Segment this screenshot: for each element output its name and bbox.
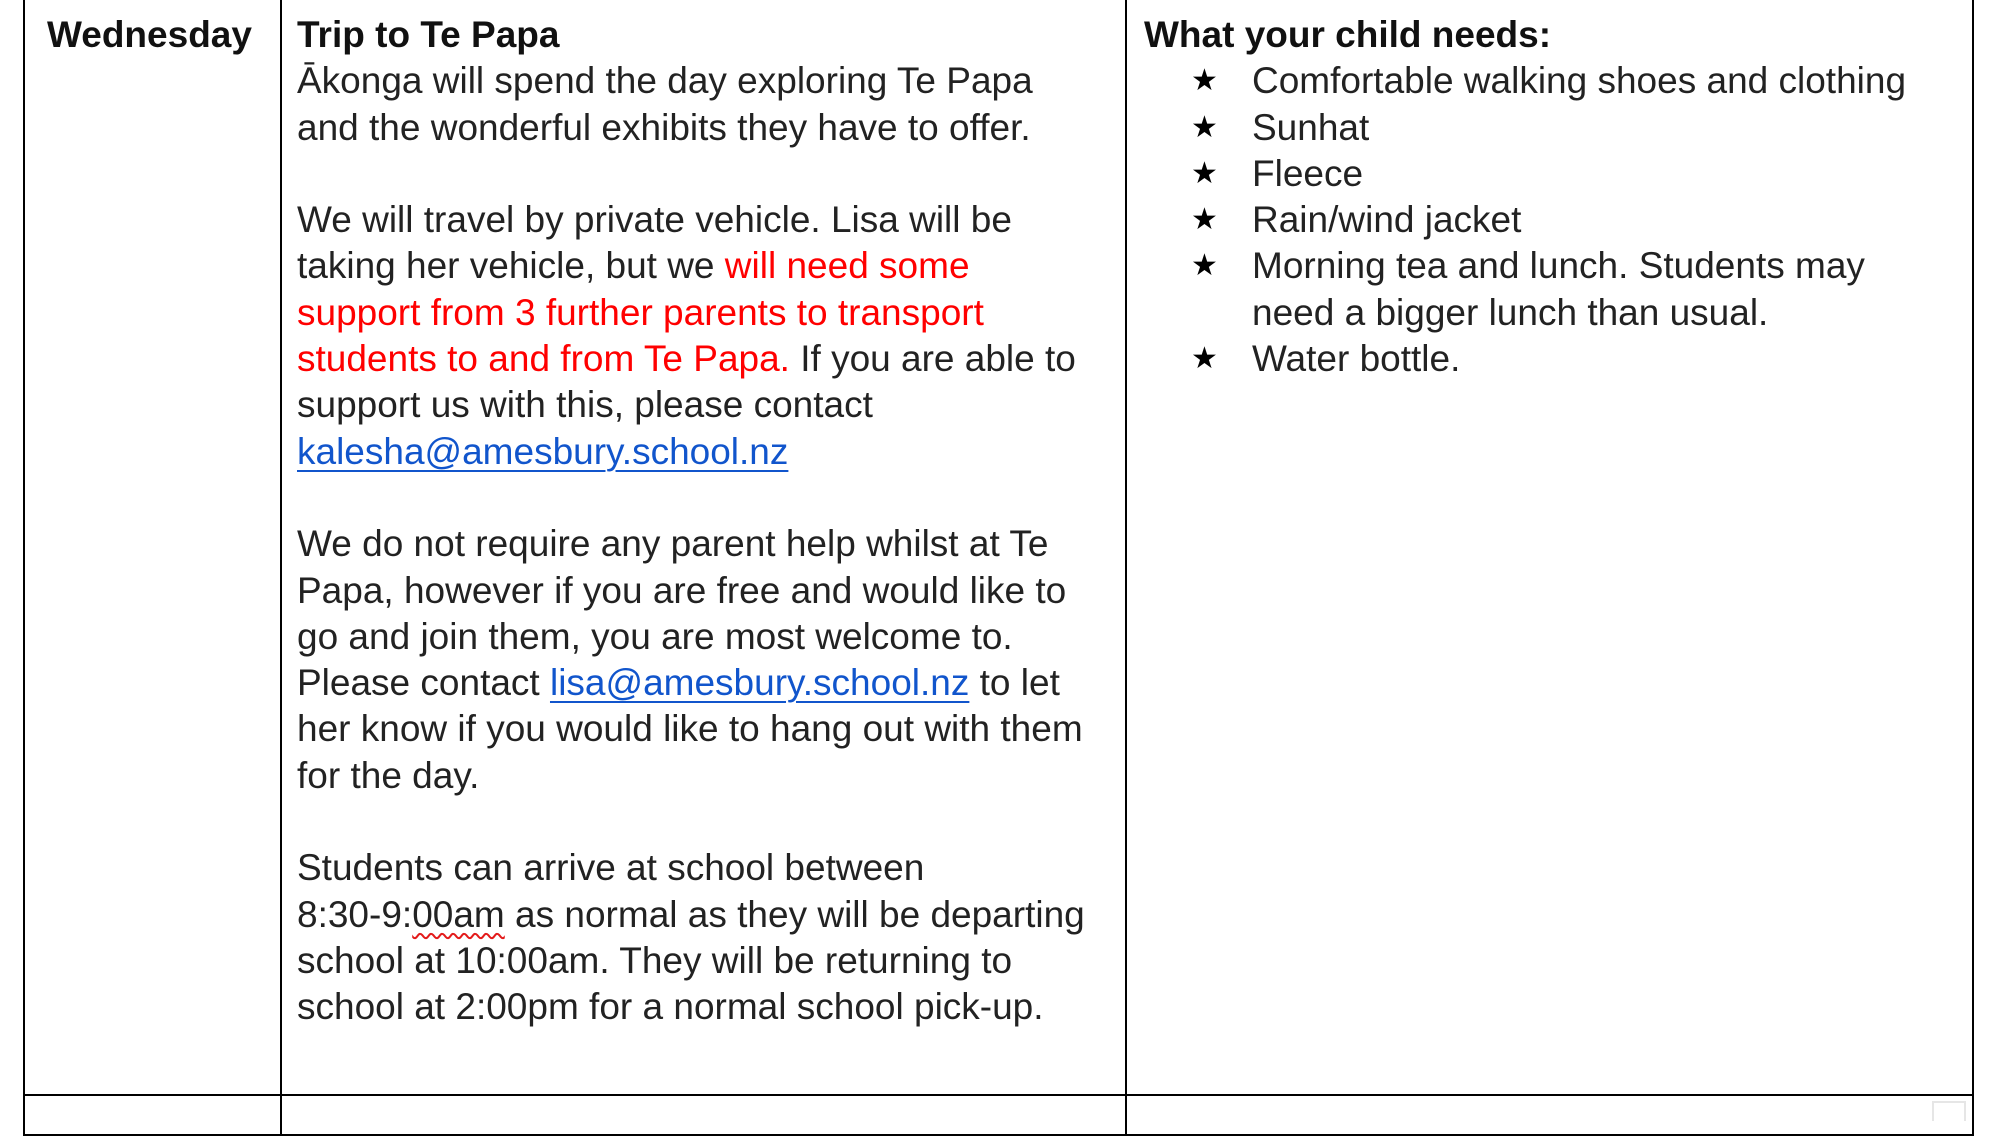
transport-paragraph <box>297 197 1125 475</box>
needs-item-text: Water bottle. <box>1252 338 1461 380</box>
blank-line <box>297 151 1125 197</box>
needs-item-text: Morning tea and lunch. Students may <box>1252 245 1865 287</box>
table-resize-handle[interactable] <box>1932 1101 1966 1121</box>
intro-line: and the wonderful exhibits they have to offer. <box>297 106 1031 148</box>
text-run: to let <box>969 662 1060 704</box>
needs-list-item <box>1144 151 1972 197</box>
activity-detail-cell[interactable] <box>281 0 1126 1095</box>
star-bullet-icon: ★ <box>1191 64 1218 98</box>
spellcheck-flagged-word[interactable]: 00am <box>412 893 505 935</box>
day-cell[interactable] <box>24 0 281 1095</box>
intro-line: Ākonga will spend the day exploring Te Papa <box>297 60 1033 102</box>
text-line: We do not require any parent help whilst at Te <box>297 523 1049 565</box>
text-line: for the day. <box>297 754 480 796</box>
day-label: Wednesday <box>47 14 252 55</box>
star-bullet-icon: ★ <box>1191 342 1218 376</box>
text-line <box>297 892 1125 938</box>
needs-list-item <box>1144 105 1972 151</box>
star-bullet-icon: ★ <box>1191 110 1218 144</box>
blank-line <box>297 799 1125 845</box>
child-needs-cell[interactable] <box>1126 0 1973 1095</box>
needs-heading: What your child needs: <box>1144 14 1552 55</box>
needs-list <box>1144 58 1972 382</box>
needs-item-text: Sunhat <box>1252 106 1370 148</box>
schedule-table <box>23 0 1974 1136</box>
highlighted-request-text: support from 3 further parents to transport <box>297 291 984 333</box>
text-line: school at 2:00pm for a normal school pick-up. <box>297 986 1044 1028</box>
activity-title: Trip to Te Papa <box>297 14 560 55</box>
highlighted-request-text: students to and from Te Papa. <box>297 338 790 380</box>
text-line <box>297 243 1125 289</box>
text-run: as normal as they will be departing <box>504 893 1085 935</box>
text-line: support us with this, please contact <box>297 384 873 426</box>
text-line: her know if you would like to hang out with them <box>297 708 1083 750</box>
kalesha-email-link[interactable]: kalesha@amesbury.school.nz <box>297 430 789 472</box>
text-line: Students can arrive at school between <box>297 847 925 889</box>
needs-item-text: need a bigger lunch than usual. <box>1252 291 1769 333</box>
parent-help-paragraph <box>297 521 1125 799</box>
text-line: school at 10:00am. They will be returning to <box>297 939 1013 981</box>
star-bullet-icon: ★ <box>1191 203 1218 237</box>
needs-list-item <box>1144 243 1972 336</box>
text-line: We will travel by private vehicle. Lisa will be <box>297 199 1012 241</box>
needs-item-text: Rain/wind jacket <box>1252 199 1522 241</box>
text-line <box>297 660 1125 706</box>
text-run: 8:30-9: <box>297 893 413 935</box>
star-bullet-icon: ★ <box>1191 156 1218 190</box>
text-line <box>297 429 1125 475</box>
text-line <box>297 336 1125 382</box>
table-row-next <box>24 1095 1973 1135</box>
needs-list-item <box>1144 58 1972 104</box>
next-needs-cell[interactable] <box>1126 1095 1973 1135</box>
text-run: Please contact <box>297 662 550 704</box>
star-bullet-icon: ★ <box>1191 249 1218 283</box>
blank-line <box>297 475 1125 521</box>
text-line: Papa, however if you are free and would like to <box>297 569 1067 611</box>
needs-item-text: Comfortable walking shoes and clothing <box>1252 60 1907 102</box>
next-day-cell[interactable] <box>24 1095 281 1135</box>
needs-list-item <box>1144 197 1972 243</box>
next-detail-cell[interactable] <box>281 1095 1126 1135</box>
needs-item-text: Fleece <box>1252 152 1364 194</box>
lisa-email-link[interactable]: lisa@amesbury.school.nz <box>549 662 970 704</box>
schedule-paragraph <box>297 845 1125 1030</box>
text-run: taking her vehicle, but we <box>297 245 725 287</box>
highlighted-request-text: will need some <box>724 245 970 287</box>
text-run: If you are able to <box>789 338 1076 380</box>
needs-list-item <box>1144 336 1972 382</box>
table-row-wednesday <box>24 0 1973 1095</box>
text-line: go and join them, you are most welcome to. <box>297 615 1013 657</box>
